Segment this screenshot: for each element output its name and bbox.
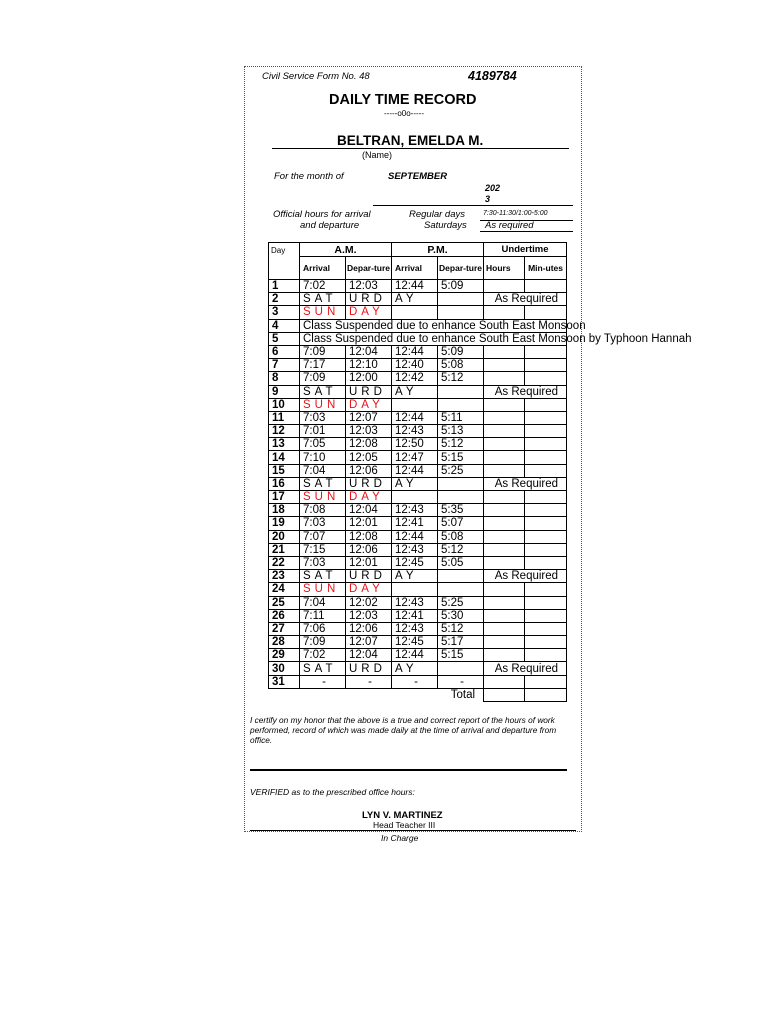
am-arrival-cell: 7:03 xyxy=(300,411,346,424)
pm-arrival-cell: 12:50 xyxy=(392,438,438,451)
official-hours-label-1: Official hours for arrival xyxy=(273,209,371,220)
table-row xyxy=(269,583,567,596)
pm-arrival-cell: 12:44 xyxy=(392,464,438,477)
day-header: Day xyxy=(269,243,300,280)
am-arrival-cell: 7:02 xyxy=(300,280,346,293)
signature-line xyxy=(250,769,567,771)
pm-arrival-cell: 12:45 xyxy=(392,636,438,649)
certification-text: I certify on my honor that the above is a true and correct report of the hours of work performed, record of which was made daily at the time of arrival and departure from office. xyxy=(250,715,557,745)
suspension-note: Class Suspended due to enhance South East Monsoon xyxy=(300,319,567,332)
day-cell: 22 xyxy=(269,556,300,569)
am-departure-cell: 12:10 xyxy=(346,359,392,372)
header-row-2 xyxy=(269,257,567,280)
am-arrival-cell: 7:07 xyxy=(300,530,346,543)
day-cell: 17 xyxy=(269,491,300,504)
saturday-label-2: URD xyxy=(346,662,392,675)
name-caption: (Name) xyxy=(362,150,393,160)
undertime-minutes-cell xyxy=(525,636,567,649)
undertime-hours-cell xyxy=(484,609,525,622)
undertime-minutes-cell xyxy=(525,530,567,543)
day-cell: 30 xyxy=(269,662,300,675)
undertime-minutes-cell xyxy=(525,609,567,622)
pm-arrival-cell: 12:44 xyxy=(392,411,438,424)
table-row xyxy=(269,477,567,490)
am-arrival-cell: 7:09 xyxy=(300,636,346,649)
table-row xyxy=(269,464,567,477)
table-row xyxy=(269,319,567,332)
sunday-empty-2 xyxy=(438,583,484,596)
pm-departure-cell: - xyxy=(438,675,484,688)
undertime-hours-cell xyxy=(484,372,525,385)
am-departure-cell: 12:03 xyxy=(346,609,392,622)
pm-departure-cell: 5:15 xyxy=(438,451,484,464)
table-row xyxy=(269,636,567,649)
saturdays-underline xyxy=(480,231,573,232)
verified-text: VERIFIED as to the prescribed office hours: xyxy=(250,787,415,797)
sunday-empty-3 xyxy=(484,306,525,319)
sunday-empty-2 xyxy=(438,306,484,319)
day-cell: 15 xyxy=(269,464,300,477)
employee-name: BELTRAN, EMELDA M. xyxy=(337,133,484,148)
hours-header: Hours xyxy=(484,257,525,280)
table-row xyxy=(269,622,567,635)
saturday-label-2: URD xyxy=(346,385,392,398)
am-arrival-header: Arrival xyxy=(300,257,346,280)
saturdays-label: Saturdays xyxy=(424,220,467,231)
saturday-label-2: URD xyxy=(346,293,392,306)
pm-departure-cell: 5:30 xyxy=(438,609,484,622)
name-underline xyxy=(272,148,569,149)
pm-departure-cell: 5:25 xyxy=(438,596,484,609)
am-arrival-cell: 7:15 xyxy=(300,543,346,556)
am-departure-cell: - xyxy=(346,675,392,688)
undertime-minutes-cell xyxy=(525,359,567,372)
day-cell: 6 xyxy=(269,345,300,358)
am-departure-cell: 12:04 xyxy=(346,345,392,358)
undertime-minutes-cell xyxy=(525,411,567,424)
saturday-note: As Required xyxy=(484,662,567,675)
am-departure-cell: 12:01 xyxy=(346,556,392,569)
saturday-note: As Required xyxy=(484,570,567,583)
day-cell: 5 xyxy=(269,332,300,345)
day-cell: 24 xyxy=(269,583,300,596)
undertime-minutes-cell xyxy=(525,556,567,569)
am-arrival-cell: 7:09 xyxy=(300,372,346,385)
saturday-empty xyxy=(438,477,484,490)
am-arrival-cell: - xyxy=(300,675,346,688)
day-cell: 27 xyxy=(269,622,300,635)
pm-departure-cell: 5:13 xyxy=(438,425,484,438)
am-departure-cell: 12:01 xyxy=(346,517,392,530)
sunday-empty-1 xyxy=(392,398,438,411)
table-row xyxy=(269,345,567,358)
am-arrival-cell: 7:04 xyxy=(300,596,346,609)
am-departure-cell: 12:06 xyxy=(346,543,392,556)
undertime-hours-cell xyxy=(484,451,525,464)
table-row xyxy=(269,504,567,517)
sunday-label-1: SUN xyxy=(300,491,346,504)
pm-departure-cell: 5:25 xyxy=(438,464,484,477)
table-row xyxy=(269,293,567,306)
pm-arrival-cell: 12:44 xyxy=(392,530,438,543)
saturday-label-1: SAT xyxy=(300,570,346,583)
month-value: SEPTEMBER xyxy=(388,171,448,182)
table-row xyxy=(269,438,567,451)
pm-arrival-cell: 12:44 xyxy=(392,280,438,293)
undertime-minutes-cell xyxy=(525,451,567,464)
table-row xyxy=(269,517,567,530)
sunday-empty-3 xyxy=(484,398,525,411)
undertime-header: Undertime xyxy=(484,243,567,257)
day-cell: 21 xyxy=(269,543,300,556)
sunday-label-2: DAY xyxy=(346,491,392,504)
day-cell: 7 xyxy=(269,359,300,372)
serial-number: 4189784 xyxy=(468,69,517,83)
undertime-hours-cell xyxy=(484,359,525,372)
day-cell: 11 xyxy=(269,411,300,424)
undertime-hours-cell xyxy=(484,280,525,293)
day-cell: 31 xyxy=(269,675,300,688)
table-row xyxy=(269,425,567,438)
form-number: Civil Service Form No. 48 xyxy=(262,71,370,82)
sunday-empty-4 xyxy=(525,491,567,504)
undertime-minutes-cell xyxy=(525,280,567,293)
year-line-2: 3 xyxy=(485,194,491,204)
regular-days-label: Regular days xyxy=(409,209,465,220)
saturday-empty xyxy=(438,570,484,583)
table-row xyxy=(269,570,567,583)
table-row xyxy=(269,398,567,411)
total-label: Total xyxy=(269,688,484,701)
am-departure-cell: 12:07 xyxy=(346,636,392,649)
saturday-label-3: AY xyxy=(392,662,438,675)
total-minutes xyxy=(525,688,567,701)
am-arrival-cell: 7:08 xyxy=(300,504,346,517)
am-arrival-cell: 7:01 xyxy=(300,425,346,438)
saturday-label-3: AY xyxy=(392,293,438,306)
day-cell: 1 xyxy=(269,280,300,293)
saturday-label-2: URD xyxy=(346,570,392,583)
undertime-hours-cell xyxy=(484,504,525,517)
pm-arrival-cell: 12:40 xyxy=(392,359,438,372)
pm-arrival-cell: 12:41 xyxy=(392,517,438,530)
day-cell: 13 xyxy=(269,438,300,451)
day-cell: 16 xyxy=(269,477,300,490)
saturday-empty xyxy=(438,662,484,675)
pm-departure-cell: 5:08 xyxy=(438,530,484,543)
am-departure-cell: 12:08 xyxy=(346,438,392,451)
day-cell: 29 xyxy=(269,649,300,662)
sunday-label-1: SUN xyxy=(300,306,346,319)
am-arrival-cell: 7:17 xyxy=(300,359,346,372)
day-cell: 20 xyxy=(269,530,300,543)
month-label: For the month of xyxy=(274,171,344,182)
verifier-name: LYN V. MARTINEZ xyxy=(362,810,443,821)
pm-departure-cell: 5:12 xyxy=(438,372,484,385)
total-row xyxy=(269,688,567,701)
table-row xyxy=(269,543,567,556)
undertime-hours-cell xyxy=(484,556,525,569)
day-cell: 10 xyxy=(269,398,300,411)
pm-arrival-header: Arrival xyxy=(392,257,438,280)
sunday-empty-4 xyxy=(525,398,567,411)
pm-arrival-cell: 12:44 xyxy=(392,345,438,358)
pm-departure-cell: 5:05 xyxy=(438,556,484,569)
table-row xyxy=(269,556,567,569)
page-title: DAILY TIME RECORD xyxy=(329,92,477,108)
am-departure-cell: 12:03 xyxy=(346,425,392,438)
header-row-1 xyxy=(269,243,567,257)
title-separator: -----o0o----- xyxy=(384,109,424,118)
sunday-empty-4 xyxy=(525,583,567,596)
am-departure-cell: 12:06 xyxy=(346,464,392,477)
am-departure-cell: 12:03 xyxy=(346,280,392,293)
am-arrival-cell: 7:06 xyxy=(300,622,346,635)
undertime-hours-cell xyxy=(484,649,525,662)
pm-arrival-cell: 12:45 xyxy=(392,556,438,569)
pm-arrival-cell: 12:41 xyxy=(392,609,438,622)
undertime-minutes-cell xyxy=(525,464,567,477)
saturday-label-3: AY xyxy=(392,477,438,490)
pm-departure-cell: 5:15 xyxy=(438,649,484,662)
undertime-minutes-cell xyxy=(525,425,567,438)
pm-header: P.M. xyxy=(392,243,484,257)
day-cell: 25 xyxy=(269,596,300,609)
saturday-label-3: AY xyxy=(392,385,438,398)
verifier-underline xyxy=(250,830,576,831)
day-cell: 28 xyxy=(269,636,300,649)
am-arrival-cell: 7:11 xyxy=(300,609,346,622)
undertime-minutes-cell xyxy=(525,438,567,451)
undertime-hours-cell xyxy=(484,675,525,688)
am-departure-cell: 12:05 xyxy=(346,451,392,464)
day-cell: 23 xyxy=(269,570,300,583)
undertime-minutes-cell xyxy=(525,345,567,358)
table-row xyxy=(269,280,567,293)
day-cell: 12 xyxy=(269,425,300,438)
day-cell: 9 xyxy=(269,385,300,398)
table-row xyxy=(269,306,567,319)
verifier-role: In Charge xyxy=(381,833,419,843)
saturday-label-2: URD xyxy=(346,477,392,490)
saturday-label-1: SAT xyxy=(300,662,346,675)
am-arrival-cell: 7:04 xyxy=(300,464,346,477)
day-cell: 3 xyxy=(269,306,300,319)
table-row xyxy=(269,411,567,424)
day-cell: 2 xyxy=(269,293,300,306)
table-row xyxy=(269,491,567,504)
sunday-empty-1 xyxy=(392,306,438,319)
sunday-label-2: DAY xyxy=(346,583,392,596)
undertime-hours-cell xyxy=(484,411,525,424)
time-record-table xyxy=(268,242,692,702)
table-row xyxy=(269,609,567,622)
am-departure-cell: 12:06 xyxy=(346,622,392,635)
undertime-hours-cell xyxy=(484,636,525,649)
day-cell: 26 xyxy=(269,609,300,622)
saturday-label-1: SAT xyxy=(300,477,346,490)
undertime-minutes-cell xyxy=(525,622,567,635)
am-departure-cell: 12:00 xyxy=(346,372,392,385)
pm-departure-cell: 5:35 xyxy=(438,504,484,517)
day-cell: 8 xyxy=(269,372,300,385)
am-arrival-cell: 7:05 xyxy=(300,438,346,451)
undertime-minutes-cell xyxy=(525,596,567,609)
sunday-label-2: DAY xyxy=(346,306,392,319)
day-cell: 14 xyxy=(269,451,300,464)
total-hours xyxy=(484,688,525,701)
am-arrival-cell: 7:03 xyxy=(300,517,346,530)
undertime-hours-cell xyxy=(484,543,525,556)
pm-arrival-cell: 12:43 xyxy=(392,622,438,635)
undertime-minutes-cell xyxy=(525,675,567,688)
verifier-title: Head Teacher III xyxy=(373,820,436,830)
day-cell: 4 xyxy=(269,319,300,332)
undertime-hours-cell xyxy=(484,438,525,451)
saturday-empty xyxy=(438,293,484,306)
saturday-empty xyxy=(438,385,484,398)
pm-departure-cell: 5:12 xyxy=(438,543,484,556)
pm-departure-cell: 5:12 xyxy=(438,438,484,451)
table-row xyxy=(269,662,567,675)
am-departure-cell: 12:04 xyxy=(346,649,392,662)
am-departure-cell: 12:02 xyxy=(346,596,392,609)
table-row xyxy=(269,451,567,464)
pm-departure-cell: 5:11 xyxy=(438,411,484,424)
regular-days-value: 7:30-11:30/1:00-5:00 xyxy=(483,210,548,217)
saturday-note: As Required xyxy=(484,385,567,398)
table-row xyxy=(269,596,567,609)
sunday-label-1: SUN xyxy=(300,583,346,596)
am-departure-cell: 12:07 xyxy=(346,411,392,424)
undertime-minutes-cell xyxy=(525,372,567,385)
saturdays-value: As required xyxy=(485,220,534,231)
undertime-hours-cell xyxy=(484,345,525,358)
undertime-hours-cell xyxy=(484,517,525,530)
pm-arrival-cell: 12:43 xyxy=(392,504,438,517)
official-hours-label-2: and departure xyxy=(300,220,360,231)
pm-arrival-cell: 12:43 xyxy=(392,543,438,556)
pm-departure-cell: 5:07 xyxy=(438,517,484,530)
pm-departure-cell: 5:09 xyxy=(438,345,484,358)
table-row xyxy=(269,359,567,372)
am-arrival-cell: 7:03 xyxy=(300,556,346,569)
month-underline xyxy=(373,205,573,206)
undertime-hours-cell xyxy=(484,425,525,438)
day-cell: 19 xyxy=(269,517,300,530)
pm-departure-cell: 5:17 xyxy=(438,636,484,649)
table-row xyxy=(269,649,567,662)
undertime-minutes-cell xyxy=(525,504,567,517)
am-departure-cell: 12:04 xyxy=(346,504,392,517)
sunday-label-2: DAY xyxy=(346,398,392,411)
day-cell: 18 xyxy=(269,504,300,517)
minutes-header: Min-utes xyxy=(525,257,567,280)
pm-arrival-cell: 12:43 xyxy=(392,425,438,438)
saturday-label-1: SAT xyxy=(300,385,346,398)
pm-arrival-cell: 12:44 xyxy=(392,649,438,662)
pm-departure-cell: 5:08 xyxy=(438,359,484,372)
undertime-hours-cell xyxy=(484,596,525,609)
pm-arrival-cell: 12:47 xyxy=(392,451,438,464)
sunday-empty-4 xyxy=(525,306,567,319)
am-arrival-cell: 7:09 xyxy=(300,345,346,358)
undertime-minutes-cell xyxy=(525,649,567,662)
am-header: A.M. xyxy=(300,243,392,257)
sunday-label-1: SUN xyxy=(300,398,346,411)
am-departure-cell: 12:08 xyxy=(346,530,392,543)
pm-departure-cell: 5:12 xyxy=(438,622,484,635)
pm-arrival-cell: 12:43 xyxy=(392,596,438,609)
saturday-note: As Required xyxy=(484,293,567,306)
table-row xyxy=(269,332,567,345)
am-arrival-cell: 7:10 xyxy=(300,451,346,464)
undertime-hours-cell xyxy=(484,622,525,635)
table-row xyxy=(269,675,567,688)
saturday-label-3: AY xyxy=(392,570,438,583)
suspension-note: Class Suspended due to enhance South East Monsoon by Typhoon Hannah xyxy=(300,332,567,345)
sunday-empty-2 xyxy=(438,398,484,411)
undertime-minutes-cell xyxy=(525,543,567,556)
undertime-minutes-cell xyxy=(525,517,567,530)
sunday-empty-3 xyxy=(484,491,525,504)
pm-departure-cell: 5:09 xyxy=(438,280,484,293)
table-row xyxy=(269,530,567,543)
year-line-1: 202 xyxy=(485,183,501,193)
pm-departure-header: Depar-ture xyxy=(438,257,484,280)
sunday-empty-1 xyxy=(392,583,438,596)
table-row xyxy=(269,372,567,385)
am-departure-header: Depar-ture xyxy=(346,257,392,280)
pm-arrival-cell: - xyxy=(392,675,438,688)
sunday-empty-1 xyxy=(392,491,438,504)
saturday-note: As Required xyxy=(484,477,567,490)
undertime-hours-cell xyxy=(484,464,525,477)
sunday-empty-3 xyxy=(484,583,525,596)
am-arrival-cell: 7:02 xyxy=(300,649,346,662)
pm-arrival-cell: 12:42 xyxy=(392,372,438,385)
saturday-label-1: SAT xyxy=(300,293,346,306)
undertime-hours-cell xyxy=(484,530,525,543)
table-row xyxy=(269,385,567,398)
sunday-empty-2 xyxy=(438,491,484,504)
